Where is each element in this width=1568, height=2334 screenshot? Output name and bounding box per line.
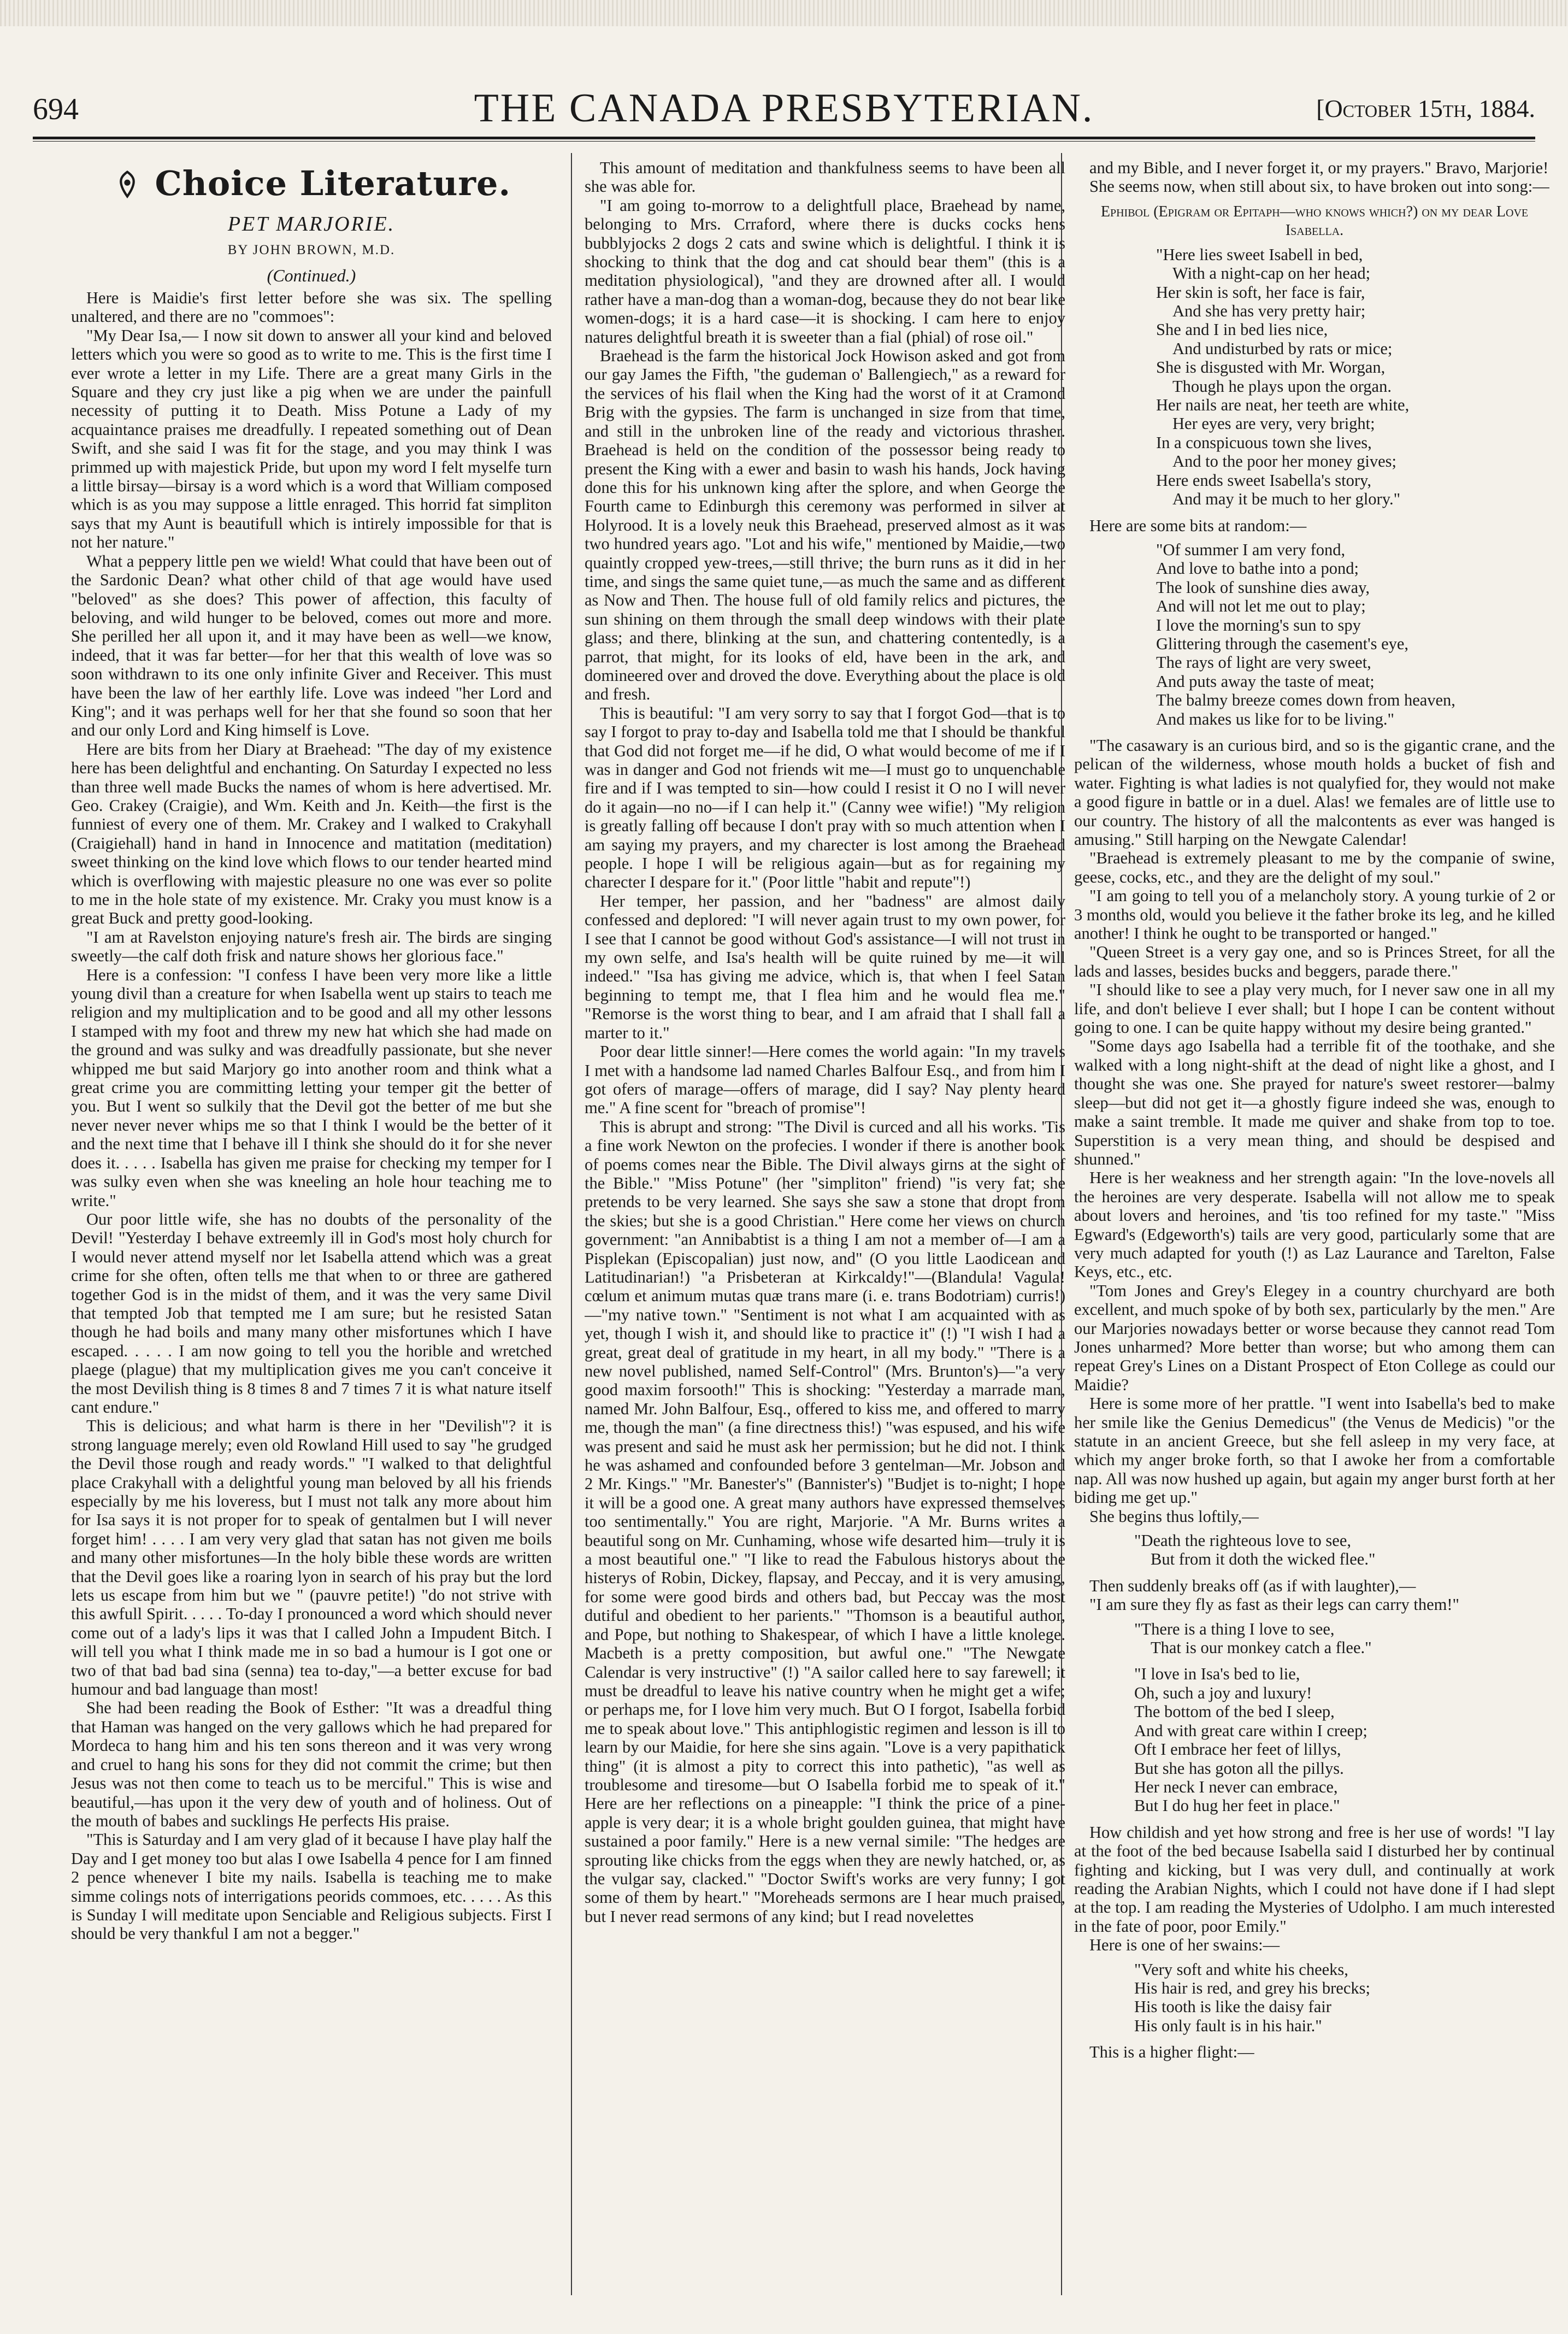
paragraph: "I am at Ravelston enjoying nature's fresh air. The birds are singing sweetly—the calf doth frisk and nature shows her glorious face.": [71, 927, 552, 966]
continued-note: (Continued.): [267, 266, 356, 285]
paragraph: Here is Maidie's first letter before she was six. The spelling unaltered, and there are no "commoes":: [71, 289, 552, 326]
paragraph: This is delicious; and what harm is there in her "Devilish"? it is strong language merely; even old Rowland Hill used to say "he grudged the Devil those rough and ready words." "I walked to that delightful place Crakyhall with a delightful young man beloved by all his friends especially by me his loveress, but I must not talk any more about him for Isa says it is not proper for to speak of gentalmen but I will never forget him! . . . . I am very very glad that satan has not given me boils and many other misfortunes—In the holy bible these words are written that the Devil goes like a roaring lyon in search of his pray but the lord lets us escape from him but we " (pauvre petite!) "do not strive with this awfull Spirit. . . . . To-day I pronounced a word which should never come out of a lady's lips it was that I called John a Impudent Bitch. I will tell you what I think made me in so bad a humour is I got one or two of that bad bad sina (senna) tea to-day,"—a better excuse for bad humour and bad language than most!: [71, 1416, 552, 1699]
poem: [1074, 1665, 1555, 1815]
poem-line: The look of sunshine dies away,: [1156, 578, 1370, 597]
paragraph: What a peppery little pen we wield! What could that have been out of the Sardonic Dean? what other child of that age would have used "beloved" as she does? This power of affection, this faculty of beloving, and wild hunger to be beloved, comes out more and more. She perilled her all upon it, and it may have been as well—we know, indeed, that it was far better—for her that this wealth of love was so soon withdrawn to its one only infinite Giver and Receiver. This must have been the law of her earthly life. Love was indeed "her Lord and King"; and it was perhaps well for her that she found so soon that her and our only Lord and King himself is Love.: [71, 551, 552, 740]
paragraph: "The casawary is an curious bird, and so is the gigantic crane, and the pelican of the wilderness, whose mouth holds a bucket of fish and water. Fighting is what ladies is not qualyfied for, they would not make a good figure in battle or in a duel. Alas! we females are of little use to our country. The history of all the malcontents as ever was hanged is amusing." Still harping on the Newgate Calendar!: [1074, 736, 1555, 849]
paragraph: "I should like to see a play very much, for I never saw one in all my life, and don't believe I ever shall; but I hope I can be content without going to one. I can be quite happy without my desire being granted.": [1074, 980, 1555, 1037]
poem-line: The balmy breeze comes down from heaven,: [1156, 691, 1455, 710]
poem-line: Her eyes are very, very bright;: [1172, 414, 1375, 433]
paragraph: "Braehead is extremely pleasant to me by the companie of swine, geese, cocks, etc., and they are the delight of my soul.": [1074, 849, 1555, 886]
paragraph: Her temper, her passion, and her "badness" are almost daily confessed and deplored: "I will never again trust to my own power, for I see that I cannot be good without God's assistance—I will not trust in my own selfe, and Isa's health will be quite ruined by me—it will indeed." "Isa has giving me advice, which is, that when I feel Satan beginning to tempt me, that I flea him and he would flea me." "Remorse is the worst thing to bear, and I am afraid that I shall fall a marter to it.": [585, 891, 1065, 1042]
poem-line: But I do hug her feet in place.": [1134, 1796, 1340, 1815]
column-divider: [571, 153, 572, 2295]
paragraph: She begins thus loftily,—: [1089, 1507, 1259, 1526]
paragraph: She seems now, when still about six, to have broken out into song:—: [1089, 177, 1549, 196]
poem-line: But from it doth the wicked flee.": [1151, 1550, 1376, 1569]
poem-line: "Very soft and white his cheeks,: [1134, 1960, 1348, 1979]
poem-line: And to the poor her money gives;: [1172, 452, 1396, 471]
poem-line: Glittering through the casement's eye,: [1156, 634, 1409, 653]
poem: [1074, 1531, 1555, 1569]
masthead: [33, 82, 1535, 131]
poem-line: And puts away the taste of meat;: [1156, 672, 1375, 691]
paragraph: "Some days ago Isabella had a terrible fit of the toothake, and she walked with a long night-shift at the dead of night like a ghost, and I thought she was one. She prayed for nature's sweet restorer—balmy sleep—but did not get it—a ghostly figure indeed she was, enough to make a saint tremble. It made me quiver and shake from top to toe. Superstition is a very mean thing, and should be despised and shunned.": [1074, 1037, 1555, 1168]
poem-line: And makes us like for to be living.": [1156, 709, 1394, 728]
poem-line: Oft I embrace her feet of lillys,: [1134, 1740, 1341, 1759]
poem-line: "Of summer I am very fond,: [1156, 540, 1346, 559]
poem-title: Ephibol (Epigram or Epitaph—who knows which?) on my dear Love Isabella.: [1100, 203, 1529, 239]
paragraph: "Tom Jones and Grey's Elegey in a country churchyard are both excellent, and much spoke of by both sex, particularly by the men." Are our Marjories nowadays better or worse because they cannot read Tom Jones unharmed? More better than worse; but who among them can repeat Grey's Lines on a Distant Prospect of Eton College as could our Maidie?: [1074, 1281, 1555, 1394]
poem-line: His only fault is in his hair.": [1134, 2016, 1322, 2035]
poem-line: But she has goton all the pillys.: [1134, 1759, 1344, 1778]
poem-line: She and I in bed lies nice,: [1156, 320, 1328, 339]
poem-line: That is our monkey catch a flee.": [1151, 1638, 1372, 1657]
story-title: PET MARJORIE.: [227, 213, 396, 236]
paragraph: Our poor little wife, she has no doubts of the personality of the Devil! "Yesterday I behave extreemly ill in God's most holy church for I would never attend myself nor let Isabella attend which was a great crime for she often, often tells me that when to or three are gathered together God is in the midst of them, and it was the very same Divil that tempted Job that tempted me I am sure; but he resisted Satan though he had boils and many many other misfortunes which I have escaped. . . . . I am now going to tell you the horible and wretched plaege (plague) that my multiplication gives me you can't conceive it the most Devilish thing is 8 times 8 and 7 times 7 it is what nature itself cant endure.": [71, 1209, 552, 1416]
poem-line: Her nails are neat, her teeth are white,: [1156, 396, 1410, 415]
poem-line: And she has very pretty hair;: [1172, 302, 1366, 321]
poem-line: Her neck I never can embrace,: [1134, 1777, 1338, 1796]
poem-line: Though he plays upon the organ.: [1172, 377, 1392, 396]
paragraph: Here is one of her swains:—: [1089, 1936, 1280, 1955]
column-2: [585, 158, 1065, 2290]
poem-line: I love the morning's sun to spy: [1156, 615, 1361, 634]
poem-line: She is disgusted with Mr. Worgan,: [1156, 358, 1386, 377]
paragraph: Here is a confession: "I confess I have been very more like a little young divil than a creature for when Isabella went up stairs to teach me religion and my multiplication and to be good and all my other lessons I stamped with my foot and threw my new hat which she had made on the ground and was sulky and was dreadfully passionate, but she never whipped me but said Marjory go into another room and think what a great crime you are committing letting your temper git the better of you. But I went so sulkily that the Devil got the better of me but she never never never whips me so that I think I would be the better of it and the next time that I behave ill I think she should do it for she never does it. . . . . Isabella has given me praise for checking my temper for I was sulky even when she was kneeling an hole hour teaching me to write.": [71, 965, 552, 1210]
poem-line: His hair is red, and grey his brecks;: [1134, 1978, 1370, 1997]
page-number: 694: [33, 92, 79, 126]
issue-date: [October 15th, 1884.: [1316, 95, 1535, 122]
poem-line: "I love in Isa's bed to lie,: [1134, 1665, 1300, 1684]
poem-line: "Death the righteous love to see,: [1134, 1531, 1351, 1550]
scan-edge-strip: [0, 0, 1568, 26]
journal-title: THE CANADA PRESBYTERIAN.: [474, 86, 1094, 131]
story-author: BY JOHN BROWN, M.D.: [227, 243, 396, 257]
poem: [1074, 245, 1555, 509]
section-heading: [71, 162, 552, 205]
paragraph: "This is Saturday and I am very glad of it because I have play half the Day and I get money too but alas I owe Isabella 4 pence for I am finned 2 pence whenever I bite my nails. Isabella is teaching me to make simme colings nots of interrigations peorids commoes, etc. . . . . As this is Sunday I will meditate upon Senciable and Religious subjects. First I should be very thankful I am not a begger.": [71, 1830, 552, 1943]
paragraph: Here are some bits at random:—: [1089, 516, 1307, 535]
column-1: [71, 158, 552, 2290]
paragraph: Here are bits from her Diary at Braehead: "The day of my existence here has been delightful and enchanting. On Saturday I expected no less than three well made Bucks the names of whom is here advertised. Mr. Geo. Crakey (Craigie), and Wm. Keith and Jn. Keith—the first is the funniest of every one of them. Mr. Crakey and I walked to Crakyhall (Craigiehall) hand in hand in Innocence and matitation (meditation) sweet thinking on the kind love which flows to our tender hearted mind which is overflowing with majestic pleasure no one was ever so polite to me in the hole state of my existence. Mr. Craky you must know is a great Buck and pretty good-looking.: [71, 739, 552, 928]
poem-line: And love to bathe into a pond;: [1156, 559, 1359, 578]
column-3: [1074, 158, 1555, 2290]
paragraph: How childish and yet how strong and free is her use of words! "I lay at the foot of the bed because Isabella said I disturbed her by continual fighting and kicking, but I was very dull, and continually at work reading the Arabian Nights, which I could not have done if I had slept at the top. I am reading the Mysteries of Udolpho. I am much interested in the fate of poor, poor Emily.": [1074, 1822, 1555, 1936]
paragraph: She had been reading the Book of Esther: "It was a dreadful thing that Haman was hanged on the very gallows which he had prepared for Mordeca to hang him and his ten sons thereon and it was very wrong and cruel to hang his sons for they did not commit the crime; but then Jesus was not then come to teach us to be merciful." This is wise and beautiful,—has upon it the very dew of youth and of holiness. Out of the mouth of babes and sucklings He perfects His praise.: [71, 1698, 552, 1830]
poem-line: And with great care within I creep;: [1134, 1721, 1367, 1740]
paragraph: "Queen Street is a very gay one, and so is Princes Street, for all the lads and lasses, besides bucks and beggers, parade there.": [1074, 943, 1555, 980]
paragraph: This is a higher flight:—: [1089, 2043, 1254, 2062]
paragraph: and my Bible, and I never forget it, or my prayers." Bravo, Marjorie!: [1089, 158, 1549, 177]
poem-line: And undisturbed by rats or mice;: [1172, 339, 1393, 358]
paragraph: "I am sure they fly as fast as their legs can carry them!": [1089, 1595, 1460, 1614]
fleuron-icon: [112, 169, 143, 199]
poem-line: With a night-cap on her head;: [1172, 264, 1371, 283]
poem-line: "Here lies sweet Isabell in bed,: [1156, 245, 1363, 264]
poem: [1074, 540, 1555, 728]
poem-line: Oh, such a joy and luxury!: [1134, 1683, 1312, 1702]
poem-line: And will not let me out to play;: [1156, 597, 1366, 616]
masthead-rule-thin: [33, 141, 1535, 142]
poem-line: "There is a thing I love to see,: [1134, 1619, 1335, 1638]
masthead-rule: [33, 137, 1535, 139]
poem-line: The bottom of the bed I sleep,: [1134, 1702, 1335, 1721]
poem-line: Her skin is soft, her face is fair,: [1156, 283, 1365, 302]
paragraph: This amount of meditation and thankfulness seems to have been all she was able for.: [585, 158, 1065, 196]
paragraph: Then suddenly breaks off (as if with laughter),—: [1089, 1576, 1416, 1595]
paragraph: Braehead is the farm the historical Jock Howison asked and got from our gay James the Fifth, "the gudeman o' Ballengiech," as a reward for the services of his flail when the King had the worst of it at Cramond Brig with the gypsies. The farm is unchanged in size from that time, and still in the unbroken line of the ready and victorious thrasher. Braehead is held on the condition of the possessor being ready to present the King with a ewer and basin to wash his hands, Jock having done this for his unknown king after the splore, and when George the Fourth came to Edinburgh this ceremony was performed in silver at Holyrood. It is a lovely neuk this Braehead, preserved almost as it was two hundred years ago. "Lot and his wife," mentioned by Maidie,—two quaintly cropped yew-trees,—still thrive; the burn runs as it did in her time, and sings the same quiet tune,—as much the same and as different as Now and Then. The house full of old family relics and pictures, the sun shining on them through the small deep windows with their plate glass; and there, blinking at the sun, and chattering contentedly, is a parrot, that might, for its looks of eld, have been in the ark, and domineered over and droved the dove. Everything about the place is old and fresh.: [585, 346, 1065, 704]
paragraph: Here is some more of her prattle. "I went into Isabella's bed to make her smile like the Genius Demedicus" (the Venus de Medicis) "or the statute in an ancient Greece, but she fell asleep in my very face, at which my anger broke forth, so that I awoke her from a comfortable nap. All was now hushed up again, but again my anger burst forth at her biding me get up.": [1074, 1394, 1555, 1507]
paragraph: "My Dear Isa,— I now sit down to answer all your kind and beloved letters which you were so good as to write to me. This is the first time I ever wrote a letter in my Life. There are a great many Girls in the Square and they cry just like a pig when we are under the painfull necessity of putting it to Death. Miss Potune a Lady of my acquaintance praises me dreadfully. I repeated something out of Dean Swift, and she said I was fit for the stage, and you may think I was primmed up with majestick Pride, but upon my word I felt myselfe turn a little birsay—birsay is a word which is a word that William composed which is as you may suppose a little enraged. This horrid fat simpliton says that my Aunt is beautifull which is intirely impossible for that is not her nature.": [71, 326, 552, 552]
poem: [1074, 1620, 1555, 1657]
poem-line: His tooth is like the daisy fair: [1134, 1997, 1331, 2016]
paragraph: This is beautiful: "I am very sorry to say that I forgot God—that is to say I forgot to pray to-day and Isabella told me that I should be thankful that God did not forget me—if he did, O what would become of me if I was in danger and God not friends wit me—I must go to unquenchable fire and if I was tempted to sin—how could I resist it O no I will never do it again—no no—if I can help it." (Canny wee wifie!) "My religion is greatly falling off because I don't pray with so much attention when I am saying my prayers, and my charecter is lost among the Braehead people. I hope I will be religious again—but as for regaining my charecter I despare for it." (Poor little "habit and repute"!): [585, 703, 1065, 892]
poem-line: And may it be much to her glory.": [1172, 490, 1401, 509]
paragraph: Poor dear little sinner!—Here comes the world again: "In my travels I met with a handsome lad named Charles Balfour Esq., and from him I got ofers of marage—offers of marage, did I say? Nay plenty heard me." A fine scent for "breach of promise"!: [585, 1042, 1065, 1118]
poem-line: The rays of light are very sweet,: [1156, 653, 1371, 672]
paragraph: This is abrupt and strong: "The Divil is curced and all his works. 'Tis a fine work Newton on the profecies. I wonder if there is another book of poems comes near the Bible. The Divil always girns at the sight of the Bible." "Miss Potune" (her "simpliton" friend) "is very fat; she pretends to be very learned. She says she saw a stone that dropt from the skies; but she is a good Christian." Here come her views on church government: "an Annibabtist is a thing I am not a member of—I am a Pisplekan (Episcopalian) just now, and" (O you little Laodicean and Latitudinarian!) "a Prisbeteran at Kirkcaldy!"—(Blandula! Vagula! cœlum et animum mutas quæ trans mare (i. e. trans Bodotriam) curris!)—"my native town." "Sentiment is not what I am acquainted with as yet, though I wish it, and should like to practice it" (!) "I wish I had a great, great deal of gratitude in my heart, in all my body." "There is a new novel published, named Self-Control" (Mrs. Brunton's)—"a very good maxim forsooth!" This is shocking: "Yesterday a marrade man, named Mr. John Balfour, Esq., offered to kiss me, and offered to marry me, though the man" (a fine directness this!) "was espused, and his wife was present and said he must ask her permission; but he did not. I think he was ashamed and confounded before 3 gentelman—Mr. Jobson and 2 Mr. Kings." "Mr. Banester's" (Bannister's) "Budjet is to-night; I hope it will be a good one. A great many authors have expressed themselves too sentimentally." You are right, Marjorie. "A Mr. Burns writes a beautiful song on Mr. Cunhaming, whose wife desarted him—truly it is a most beautiful one." "I like to read the Fabulous historys about the histerys of Robin, Dickey, flapsay, and Peccay, and it is very amusing, for some were good birds and others bad, but Peccay was the most dutiful and obedient to her parients." "Thomson is a beautiful author, and Pope, but nothing to Shakespear, of which I have a little knolege. Macbeth is a pretty composition, but awful one." "The Newgate Calendar is very instructive" (!) "A sailor called here to say farewell; it must be dreadful to leave his native country when he might get a wife; or perhaps me, for I love him very much. But O I forgot, Isabella forbid me to speak about love." This antiphlogistic regimen and lesson is ill to learn by our Maidie, for here she sins again. "Love is a very papithatick thing" (it is almost a pity to correct this into pathetic), "as well as troublesome and tiresome—but O Isabella forbid me to speak of it." Here are her reflections on a pineapple: "I think the price of a pine-apple is very dear; it is a whole bright goulden guinea, that might have sustained a poor family." Here is a new vernal simile: "The hedges are sprouting like chicks from the eggs when they are newly hatched, or, as the vulgar say, clacked." "Doctor Swift's works are very funny; I got some of them by heart." "Moreheads sermons are I hear much praised, but I never read sermons of any kind; but I read novelettes: [585, 1117, 1065, 1926]
paragraph: Here is her weakness and her strength again: "In the love-novels all the heroines are very desperate. Isabella will not allow me to speak about lovers and heroines, and 'tis too refined for my taste." "Miss Egward's (Edgeworth's) tails are very good, particularly some that are very much adapted for youth (!) as Laz Laurance and Tarelton, False Keys, etc., etc.: [1074, 1168, 1555, 1281]
paragraph: "I am going to tell you of a melancholy story. A young turkie of 2 or 3 months old, would you believe it the father broke its leg, and he killed another! I think he ought to be transported or hanged.": [1074, 886, 1555, 943]
poem: [1074, 1960, 1555, 2036]
poem-line: Here ends sweet Isabella's story,: [1156, 471, 1371, 490]
section-title: Choice Literature.: [155, 163, 511, 203]
paragraph: "I am going to-morrow to a delightfull place, Braehead by name, belonging to Mrs. Crraford, where there is ducks cocks hens bubblyjocks 2 dogs 2 cats and swine which is delightful. I think it is shocking to think that the dog and cat should bear them" (this is a meditation physiological), "and they are drowned after all. I would rather have a man-dog than a woman-dog, because they do not bear like women-dogs; it is a hard case—it is shocking. I cam here to enjoy natures delightful breath it is sweeter than a fial (phial) of rose oil.": [585, 196, 1065, 346]
poem-line: In a conspicuous town she lives,: [1156, 433, 1372, 452]
